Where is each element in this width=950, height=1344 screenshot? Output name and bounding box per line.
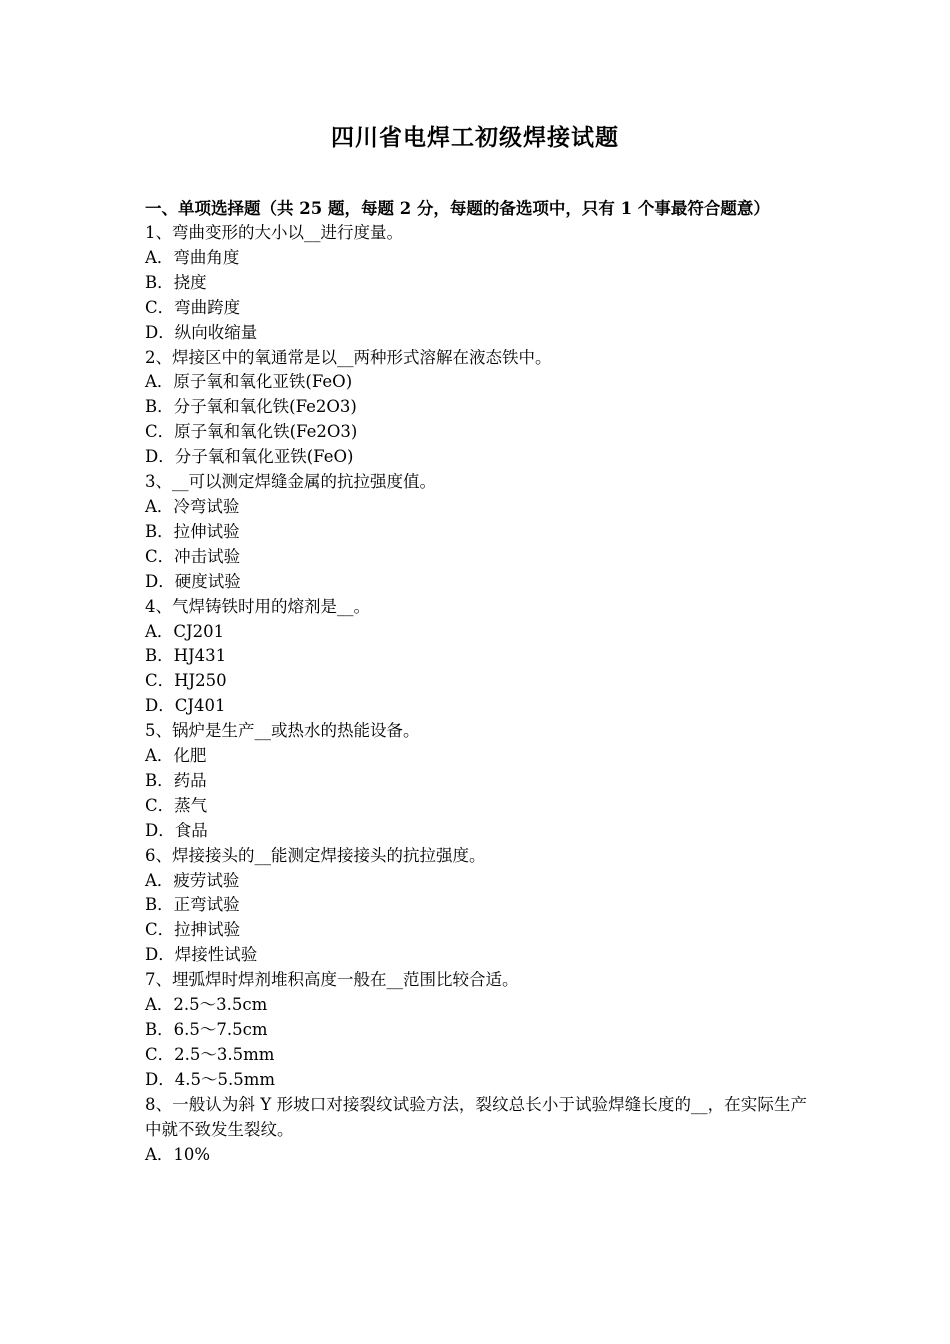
option-b: B．药品: [145, 770, 207, 790]
option-c: C．弯曲跨度: [145, 297, 241, 317]
option-a: A．原子氧和氧化亚铁(FeO): [145, 372, 353, 392]
question-stem: 2、焊接区中的氧通常是以__两种形式溶解在液态铁中。: [145, 347, 552, 367]
option-d: D．纵向收缩量: [145, 322, 258, 342]
option-c: C．冲击试验: [145, 546, 241, 566]
question-stem: 5、锅炉是生产__或热水的热能设备。: [145, 721, 420, 741]
option-b: B．6.5～7.5cm: [145, 1020, 268, 1039]
option-d: D．分子氧和氧化亚铁(FeO): [145, 447, 354, 467]
question-5: [145, 719, 807, 844]
question-8: [145, 1093, 807, 1168]
document-title: 四川省电焊工初级焊接试题: [331, 124, 619, 151]
question-stem: 3、__可以测定焊缝金属的抗拉强度值。: [145, 472, 436, 492]
option-d: D．硬度试验: [145, 571, 241, 591]
option-a: A．CJ201: [145, 621, 225, 641]
question-stem: 7、埋弧焊时焊剂堆积高度一般在__范围比较合适。: [145, 970, 519, 990]
document-body: [145, 196, 807, 1167]
question-6: [145, 844, 807, 969]
option-c: C．2.5～3.5mm: [145, 1044, 275, 1064]
option-a: A．化肥: [145, 746, 207, 766]
question-1: [145, 221, 807, 346]
option-b: B．正弯试验: [145, 895, 240, 915]
option-b: B．HJ431: [145, 646, 227, 666]
option-d: D．焊接性试验: [145, 945, 258, 965]
option-b: B．挠度: [145, 272, 207, 292]
option-d: D．食品: [145, 820, 208, 840]
option-a: A．10%: [145, 1144, 211, 1164]
option-a: A．疲劳试验: [145, 870, 240, 890]
option-c: C．拉抻试验: [145, 920, 241, 940]
option-a: A．弯曲角度: [145, 247, 240, 267]
option-a: A．2.5～3.5cm: [145, 995, 268, 1015]
question-stem: 6、焊接接头的__能测定焊接接头的抗拉强度。: [145, 845, 486, 865]
section-heading: 一、单项选择题（共 25 题，每题 2 分，每题的备选项中，只有 1 个事最符合题意）: [145, 199, 770, 218]
question-2: [145, 346, 807, 471]
option-a: A．冷弯试验: [145, 496, 240, 516]
option-c: C．原子氧和氧化铁(Fe2O3): [145, 422, 358, 442]
question-stem: 8、一般认为斜 Y 形坡口对接裂纹试验方法，裂纹总长小于试验焊缝长度的__，在实际生产中就不致发生裂纹。: [145, 1094, 807, 1139]
question-7: [145, 968, 807, 1093]
option-d: D．CJ401: [145, 696, 226, 716]
option-b: B．分子氧和氧化铁(Fe2O3): [145, 397, 357, 417]
option-c: C．蒸气: [145, 795, 208, 815]
question-stem: 4、气焊铸铁时用的熔剂是__。: [145, 596, 370, 616]
option-b: B．拉伸试验: [145, 521, 240, 541]
question-4: [145, 595, 807, 720]
question-3: [145, 470, 807, 595]
option-c: C．HJ250: [145, 671, 227, 691]
option-d: D．4.5～5.5mm: [145, 1069, 276, 1089]
question-stem: 1、弯曲变形的大小以__进行度量。: [145, 223, 403, 242]
